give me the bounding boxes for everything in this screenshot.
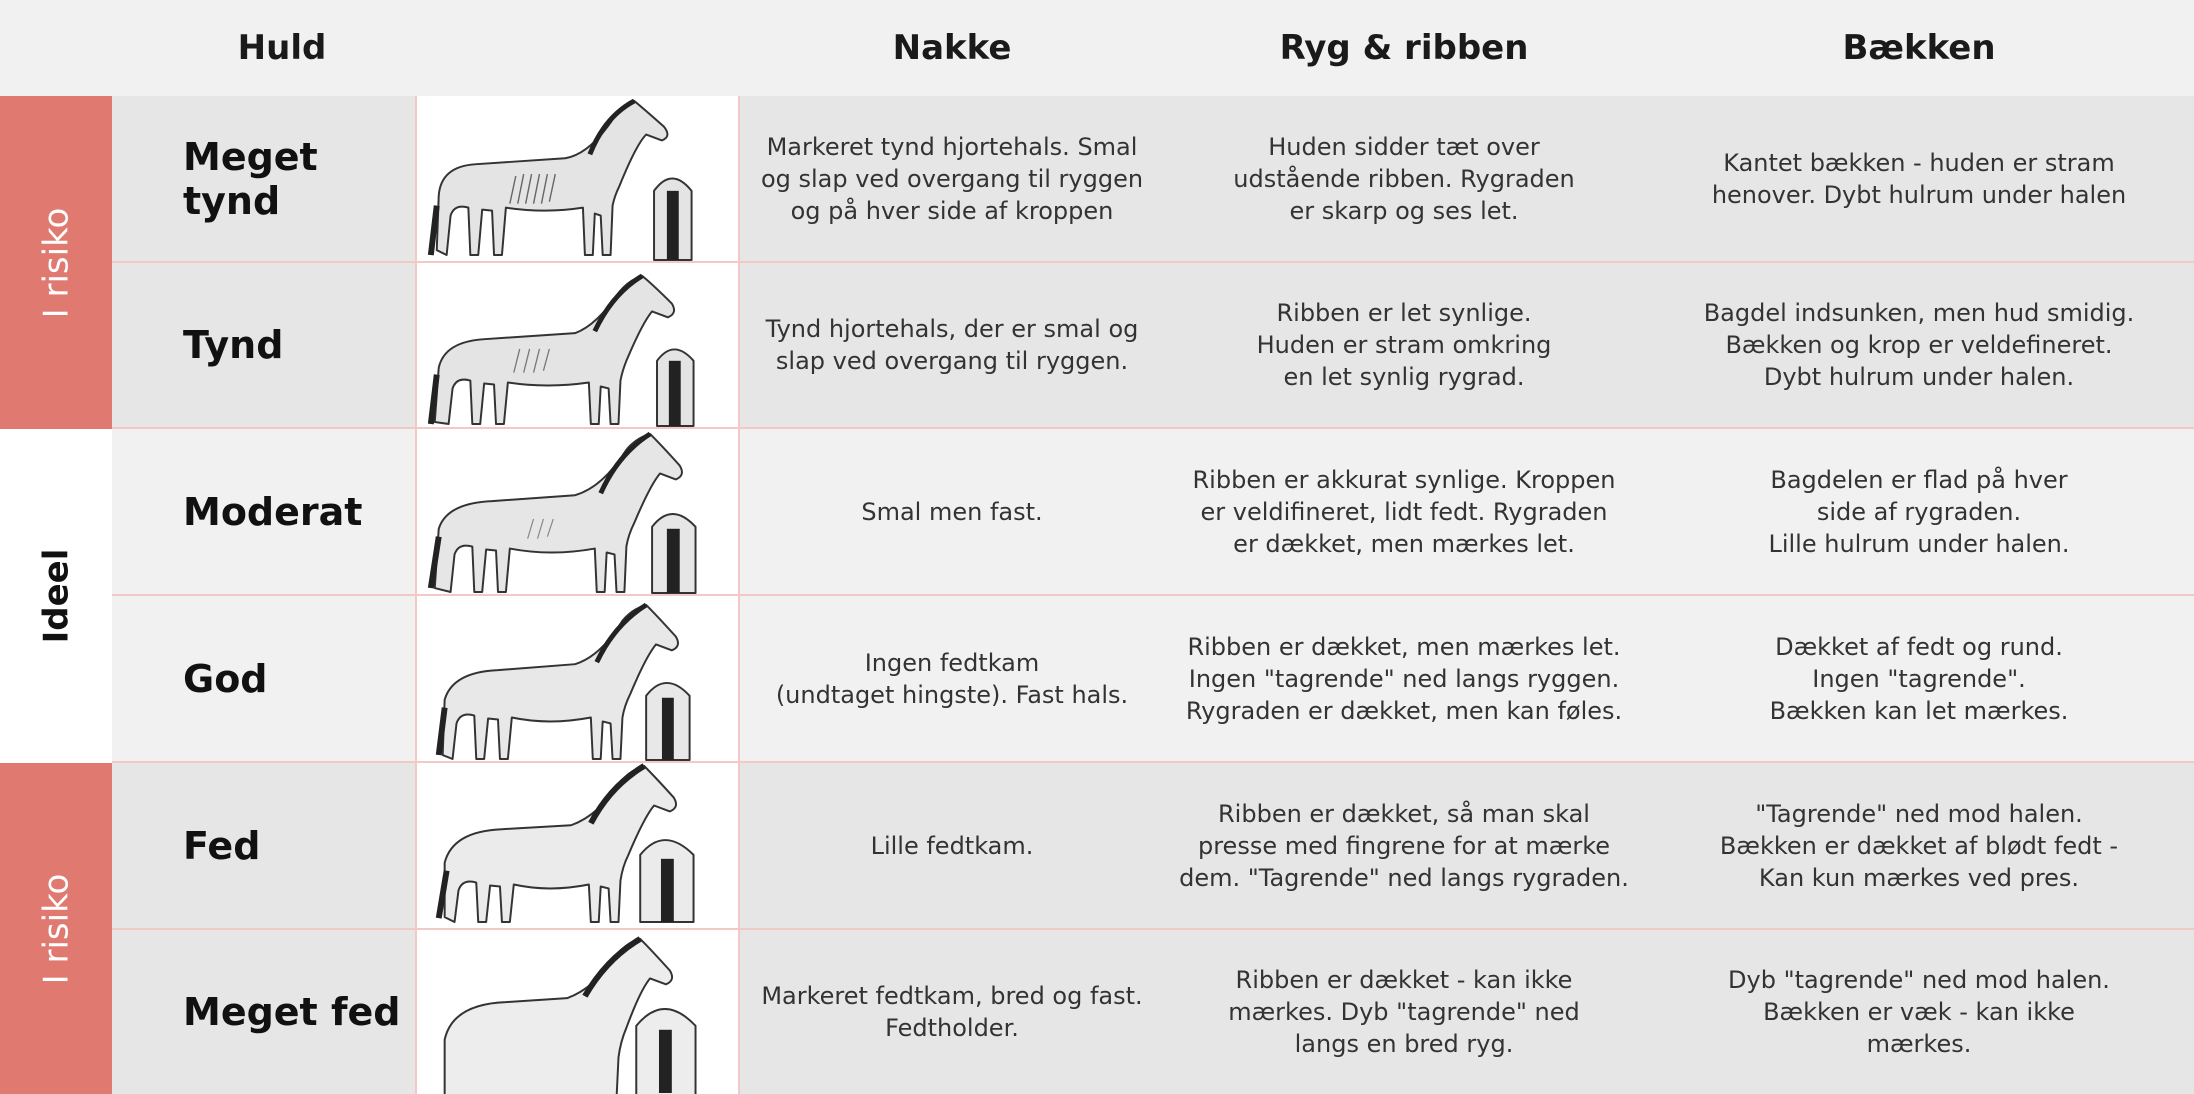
table-row [112, 763, 2194, 930]
table-row [112, 596, 2194, 763]
header-nakke: Nakke [892, 28, 1012, 68]
horse-good-icon [417, 596, 738, 761]
ryg-ribben-description: Ribben er dækket, så man skal presse med fingrene for at mærke dem. "Tagrende" ned langs rygraden. [1179, 799, 1629, 892]
nakke-description: Lille fedtkam. [870, 831, 1034, 860]
category-band-ideal [0, 429, 112, 763]
baekken-description: Dækket af fedt og rund. Ingen "tagrende". Bækken kan let mærkes. [1769, 632, 2069, 725]
ryg-ribben-description: Ribben er akkurat synlige. Kroppen er veldifineret, lidt fedt. Rygraden er dækket, men mærkes let. [1192, 465, 1616, 558]
table-header [0, 0, 2194, 98]
table-row [112, 930, 2194, 1094]
category-band-risk-thin [0, 96, 112, 429]
header-baekken: Bækken [1842, 28, 1996, 68]
table-row [112, 263, 2194, 429]
band-label: I risiko [35, 873, 76, 984]
nakke-description: Smal men fast. [861, 497, 1043, 526]
horse-thin-icon [417, 263, 738, 427]
horse-moderate-icon [417, 429, 738, 594]
horse-illustration [415, 930, 740, 1094]
baekken-description: Kantet bækken - huden er stram henover. Dybt hulrum under halen [1711, 148, 2127, 209]
condition-name: Meget fed [183, 990, 401, 1034]
horse-very-fat-icon [417, 930, 738, 1094]
header-huld: Huld [237, 28, 327, 68]
nakke-description: Tynd hjortehals, der er smal og slap ved overgang til ryggen. [765, 315, 1139, 375]
nakke-description: Ingen fedtkam (undtaget hingste). Fast hals. [775, 648, 1129, 709]
table-row [112, 96, 2194, 263]
horse-illustration [415, 96, 740, 261]
table-row [112, 429, 2194, 596]
baekken-description: Dyb "tagrende" ned mod halen. Bækken er væk - kan ikke mærkes. [1728, 966, 2110, 1058]
category-band-risk-fat [0, 763, 112, 1094]
band-label: Ideel [35, 548, 76, 644]
horse-illustration [415, 263, 740, 427]
nakke-description: Markeret tynd hjortehals. Smal og slap ved overgang til ryggen og på hver side af kroppen [760, 132, 1144, 225]
condition-name: God [183, 656, 268, 701]
baekken-description: Bagdelen er flad på hver side af rygraden. Lille hulrum under halen. [1768, 465, 2070, 558]
ryg-ribben-description: Ribben er let synlige. Huden er stram omkring en let synlig rygrad. [1256, 299, 1552, 391]
condition-name: Meget tynd [183, 134, 318, 223]
baekken-description: Bagdel indsunken, men hud smidig. Bækken og krop er veldefineret. Dybt hulrum under halen. [1703, 299, 2135, 391]
horse-fat-icon [417, 763, 738, 928]
ryg-ribben-description: Huden sidder tæt over udstående ribben. Rygraden er skarp og ses let. [1233, 132, 1575, 225]
baekken-description: "Tagrende" ned mod halen. Bækken er dækket af blødt fedt - Kan kun mærkes ved pres. [1719, 799, 2119, 892]
condition-name: Moderat [183, 489, 363, 534]
header-ryg-ribben: Ryg & ribben [1279, 28, 1529, 68]
ryg-ribben-description: Ribben er dækket - kan ikke mærkes. Dyb "tagrende" ned langs en bred ryg. [1228, 966, 1580, 1058]
horse-illustration [415, 596, 740, 761]
ryg-ribben-description: Ribben er dækket, men mærkes let. Ingen "tagrende" ned langs ryggen. Rygraden er dækket, men kan føles. [1185, 632, 1623, 725]
band-label: I risiko [35, 207, 76, 318]
horse-illustration [415, 429, 740, 594]
horse-very-thin-icon [417, 96, 738, 261]
condition-name: Fed [183, 823, 261, 868]
nakke-description: Markeret fedtkam, bred og fast. Fedtholder. [761, 982, 1143, 1042]
condition-name: Tynd [183, 323, 284, 367]
horse-illustration [415, 763, 740, 928]
